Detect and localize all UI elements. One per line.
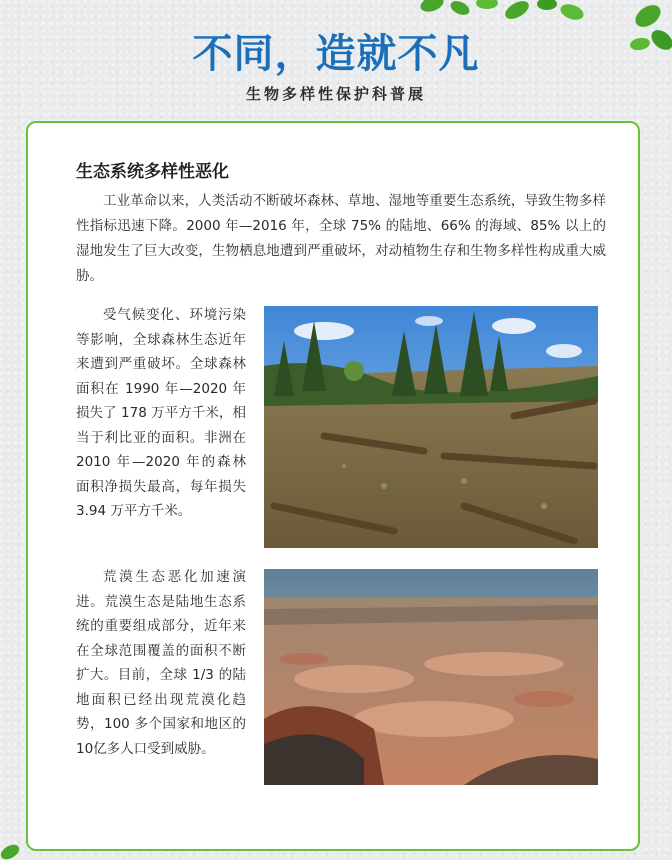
- intro-paragraph: 工业革命以来，人类活动不断破坏森林、草地、湿地等重要生态系统，导致生物多样性指标迅速下降。2000 年—2016 年，全球 75% 的陆地、66% 的海域、85% 以上的湿地发生了巨大改变，生物栖息地遭到严重破坏，对动植物生存和生物多样性构成重大威胁。: [76, 193, 606, 284]
- content-card: [26, 121, 640, 851]
- forest-paragraph: 受气候变化、环境污染等影响，全球森林生态近年来遭到严重破坏。全球森林面积在 1990 年—2020 年损失了 178 万平方千米，相当于利比亚的面积。非洲在 2010 年—2020 年的森林面积净损失最高，每年损失 3.94 万平方千米。: [76, 307, 246, 519]
- page-title: 不同，造就不凡: [192, 31, 480, 77]
- desert-paragraph: 荒漠生态恶化加速演进。荒漠生态是陆地生态系统的重要组成部分，近年来在全球范围覆盖的面积不断扩大。目前，全球 1/3 的陆地面积已经出现荒漠化趋势，100 多个国家和地区的10亿多人口受到威胁。: [76, 569, 246, 757]
- desert-photo: [264, 569, 598, 785]
- deforestation-photo: [264, 306, 598, 548]
- section-title: 生态系统多样性恶化: [76, 162, 229, 182]
- page-subtitle: 生物多样性保护科普展: [245, 85, 426, 103]
